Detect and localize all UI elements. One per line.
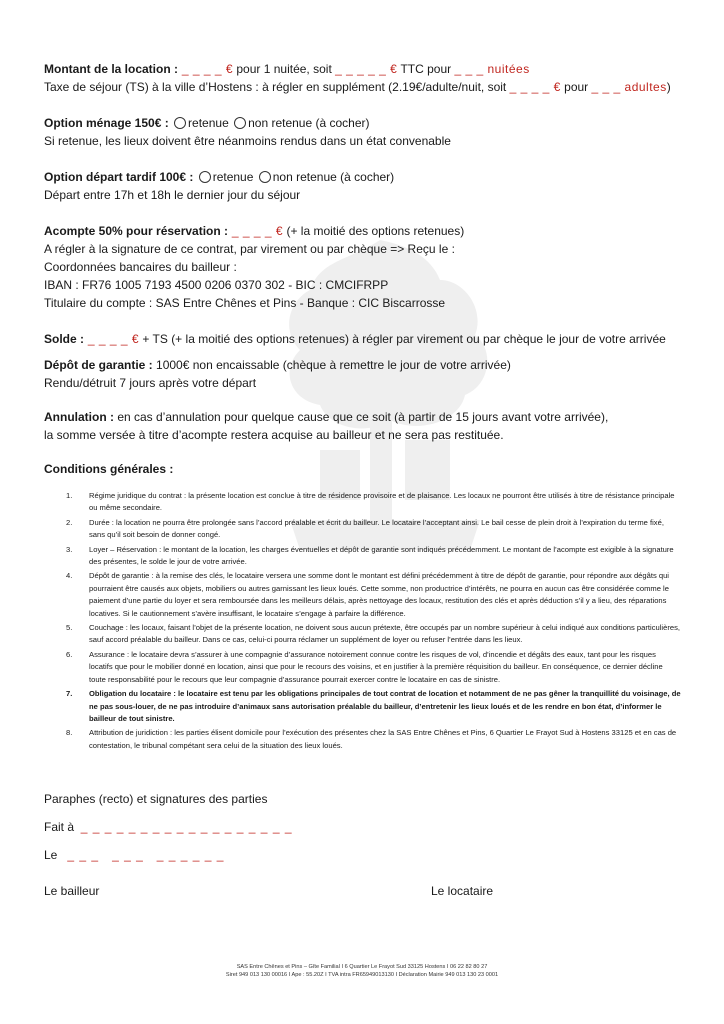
condition-number: 4. <box>66 571 73 581</box>
footer-line-2: Siret 949 013 130 00016 I Ape : 55.20Z I TVA intra FR65949013130 I Déclaration Mairie 949 013 130 23 0001 <box>225 972 499 978</box>
acompte-amount-blank[interactable]: _ _ _ _ € <box>228 224 284 238</box>
depart-line <box>44 168 684 186</box>
depart-label: Option départ tardif 100€ : <box>44 170 194 184</box>
fait-label: Fait à <box>44 820 75 834</box>
menage-line <box>44 114 684 132</box>
depot-label: Dépôt de garantie : <box>44 358 153 372</box>
condition-text: Obligation du locataire : le locataire est tenu par les obligations principales de tout contrat de location et notamment de ne pas gêner la tranquillité du voisinage, de ne pas sous-louer, de ne pas introduire d’animaux sans autorisation préalable du bailleur, d’entretenir les lieux loués et de les rendre en bon état, d’informer le bailleur de tout sinistre. <box>89 689 681 723</box>
condition-number: 8. <box>66 728 73 738</box>
montant-section <box>44 60 684 96</box>
acompte-label: Acompte 50% pour réservation : <box>44 224 229 238</box>
solde-text: + TS (+ la moitié des options retenues) à régler par virement ou par chèque le jour de votre arrivée <box>139 332 666 346</box>
annulation-line <box>44 408 684 426</box>
conditions-title: Conditions générales : <box>44 462 174 476</box>
fait-blank[interactable]: _ _ _ _ _ _ _ _ _ _ _ _ _ _ _ _ _ _ <box>80 820 293 834</box>
fait-line <box>44 818 684 836</box>
menage-note: Si retenue, les lieux doivent être néanmoins rendus dans un état convenable <box>44 134 451 148</box>
taxe-amount-blank[interactable]: _ _ _ _ € <box>509 80 561 94</box>
conditions-list <box>44 490 684 752</box>
page-footer <box>0 963 724 979</box>
date-blank[interactable]: _ _ _ _ _ _ _ _ _ _ _ _ <box>67 848 225 862</box>
condition-item <box>44 649 681 686</box>
condition-text: Couchage : les locaux, faisant l’objet de la présente location, ne doivent sous aucun prétexte, être occupés par un nombre supérieur à celui indiqué aux conditions particulières, sauf accord préalable du bailleur. Dans ce cas, celui-ci pourra réclamer un supplément de loyer ou refuser l’entrée dans les lieux. <box>89 623 680 645</box>
condition-item <box>44 544 681 569</box>
taxe-text: Taxe de séjour (TS) à la ville d’Hostens : à régler en supplément (2.19€/adulte/nuit, soit <box>44 80 510 94</box>
montant-ttc-blank[interactable]: _ _ _ _ _ € <box>335 62 398 76</box>
depot-section <box>44 356 684 392</box>
acompte-line2: A régler à la signature de ce contrat, par virement ou par chèque => Reçu le : <box>44 242 455 256</box>
condition-text: Dépôt de garantie : à la remise des clés, le locataire versera une somme dont le montant est défini précédemment à titre de dépôt de garantie, pour répondre aux dégâts qui pourraient être causés aux objets, mobiliers ou autres garnissant les lieux loués. Cette somme, non productrice d’intérêts, ne pourra en aucun cas être considérée comme le paiement d’une partie du loyer et sera remboursée dans les meilleurs délais, après nettoyage des locaux, restitution des clés et après déduction s’il y a lieu, des réparations locatives. Si le cautionnement s’avère insuffisant, le locataire s’engage à parfaire la différence. <box>89 571 669 618</box>
condition-text: Régime juridique du contrat : la présente location est conclue à titre de résidence provisoire et de plaisance. Les locaux ne pourront être utilisés à titre de résistance principale ou même secondaire. <box>89 491 675 513</box>
condition-number: 1. <box>66 491 73 500</box>
depot-line <box>44 356 684 374</box>
annulation-line2: la somme versée à titre d’acompte restera acquise au bailleur et ne sera pas restituée. <box>44 428 504 442</box>
solde-label: Solde : <box>44 332 85 346</box>
iban-line: IBAN : FR76 1005 7193 4500 0206 0370 302 - BIC : CMCIFRPP <box>44 278 389 292</box>
condition-number: 3. <box>66 544 73 554</box>
signature-block <box>44 790 684 900</box>
paraphes-label: Paraphes (recto) et signatures des parties <box>44 792 268 806</box>
condition-number: 5. <box>66 623 73 633</box>
parties-line <box>44 882 684 900</box>
montant-text-ttc: TTC pour <box>397 62 455 76</box>
solde-section <box>44 330 684 348</box>
contract-content <box>44 60 684 754</box>
menage-non-retenue-radio[interactable] <box>234 117 246 129</box>
condition-item <box>44 490 681 515</box>
menage-retenue-label: retenue <box>188 116 229 130</box>
menage-non-retenue-label: non retenue (à cocher) <box>248 116 370 130</box>
montant-nuitees-blank[interactable]: _ _ _ nuitées <box>454 62 530 76</box>
condition-item <box>44 688 681 725</box>
condition-item <box>44 517 681 542</box>
condition-item <box>44 570 681 620</box>
taxe-adultes-blank[interactable]: _ _ _ adultes <box>591 80 667 94</box>
taxe-line <box>44 78 684 96</box>
condition-number: 7. <box>66 689 73 699</box>
le-label: Le <box>44 848 58 862</box>
acompte-line3: Coordonnées bancaires du bailleur : <box>44 260 237 274</box>
date-line <box>44 846 684 864</box>
annulation-label: Annulation : <box>44 410 114 424</box>
depot-line2: Rendu/détruit 7 jours après votre départ <box>44 376 257 390</box>
menage-label: Option ménage 150€ : <box>44 116 169 130</box>
montant-line <box>44 60 684 78</box>
condition-number: 2. <box>66 517 73 527</box>
condition-text: Loyer – Réservation : le montant de la location, les charges éventuelles et dépôt de garantie sont indiqués précédemment. Le montant de l’acompte est exigible à la signature des présentes, le solde le jour de votre arrivée. <box>89 544 674 567</box>
montant-text: pour 1 nuitée, soit <box>233 62 336 76</box>
condition-text: Attribution de juridiction : les parties élisent domicile pour l’exécution des présentes chez la SAS Entre Chênes et Pins, 6 Quartier Le Frayot Sud à Hostens 33125 et en cas de contestation, le tribunal compétant sera celui de la situation des lieux loués. <box>89 728 677 750</box>
locataire-label: Le locataire <box>431 884 494 898</box>
depart-retenue-radio[interactable] <box>199 171 211 183</box>
montant-nuitee-blank[interactable]: _ _ _ _ € <box>178 62 234 76</box>
footer-line-1: SAS Entre Chênes et Pins – Gîte Familial I 6 Quartier Le Frayot Sud 33125 Hostens I 06 22 82 80 27 <box>236 964 488 970</box>
depart-note: Départ entre 17h et 18h le dernier jour du séjour <box>44 188 301 202</box>
depart-section <box>44 168 684 204</box>
condition-number: 6. <box>66 649 73 659</box>
condition-item <box>44 727 681 752</box>
depart-non-retenue-radio[interactable] <box>259 171 271 183</box>
depot-text: 1000€ non encaissable (chèque à remettre le jour de votre arrivée) <box>152 358 511 372</box>
condition-text: Durée : la location ne pourra être prolongée sans l’accord préalable et écrit du bailleur. Le locataire l’acceptant ainsi. Le bail cesse de plein droit à l’expiration du terme fixé, sans qu’il soit besoin de donner congé. <box>89 517 664 540</box>
taxe-end: ) <box>666 80 671 94</box>
annulation-section <box>44 408 684 444</box>
acompte-line <box>44 222 684 240</box>
solde-line <box>44 330 684 348</box>
bailleur-label: Le bailleur <box>44 884 100 898</box>
annulation-text: en cas d’annulation pour quelque cause que ce soit (à partir de 15 jours avant votre arrivée), <box>113 410 609 424</box>
depart-non-retenue-label: non retenue (à cocher) <box>272 170 395 184</box>
menage-retenue-radio[interactable] <box>174 117 186 129</box>
taxe-text-pour: pour <box>560 80 592 94</box>
acompte-text: (+ la moitié des options retenues) <box>283 224 465 238</box>
condition-text: Assurance : le locataire devra s’assurer à une compagnie d’assurance notoirement connue contre les risques de vol, d’incendie et dégâts des eaux, tant pour les risques locatifs que pour le mobilier donné en location, ainsi que pour le recours des voisins, et en justifier à la première réquisition du bailleur. En conséquence, ce dernier décline toute responsabilité pour le recours que leur compagnie d’assurance pourrait exercer contre le locataire en cas de sinistre. <box>89 649 663 684</box>
solde-amount-blank[interactable]: _ _ _ _ € <box>84 332 140 346</box>
montant-label: Montant de la location : <box>44 62 178 76</box>
titulaire-line: Titulaire du compte : SAS Entre Chênes et Pins - Banque : CIC Biscarrosse <box>44 296 446 310</box>
acompte-section <box>44 222 684 312</box>
condition-item <box>44 622 681 647</box>
depart-retenue-label: retenue <box>212 170 254 184</box>
menage-section <box>44 114 684 150</box>
